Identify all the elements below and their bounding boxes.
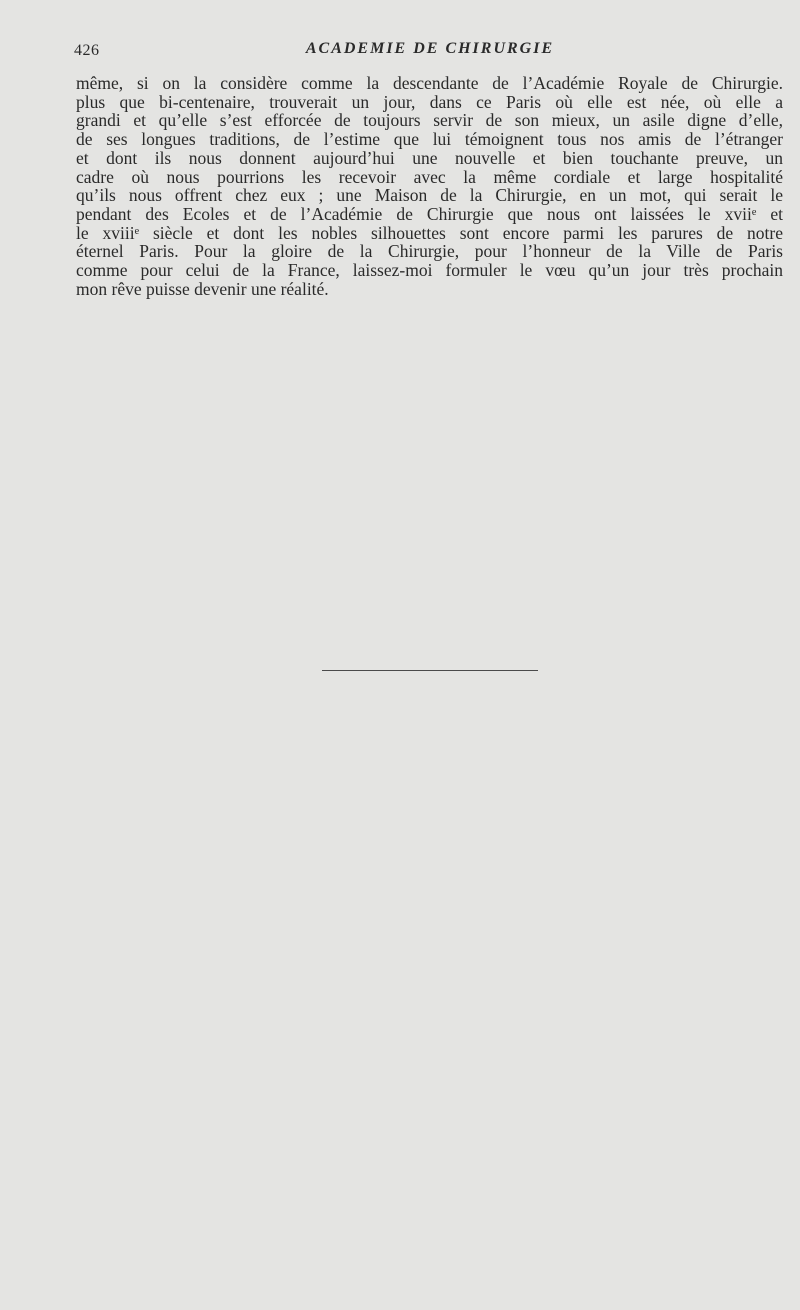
text-line: le xviiiᵉ siècle et dont les nobles silhouettes sont encore parmi les parures de notre [76, 222, 783, 243]
section-divider [322, 670, 538, 671]
text-line: plus que bi-centenaire, trouverait un jour, dans ce Paris où elle est née, où elle a [76, 91, 783, 112]
text-line: qu’ils nous offrent chez eux ; une Maison de la Chirurgie, en un mot, qui serait le [76, 185, 783, 206]
text-line: et dont ils nous donnent aujourd’hui une nouvelle et bien touchante preuve, un [76, 147, 783, 168]
text-line: éternel Paris. Pour la gloire de la Chirurgie, pour l’honneur de la Ville de Paris [76, 241, 783, 262]
text-line: de ses longues traditions, de l’estime que lui témoignent tous nos amis de l’étranger [76, 129, 783, 150]
text-line: comme pour celui de la France, laissez-moi formuler le vœu qu’un jour très prochain [76, 260, 783, 281]
text-line: cadre où nous pourrions les recevoir avec la même cordiale et large hospitalité [76, 166, 783, 187]
text-line: même, si on la considère comme la descendante de l’Académie Royale de Chirurgie. [76, 73, 783, 93]
page-number: 426 [74, 42, 100, 59]
text-line: mon rêve puisse devenir une réalité. [76, 278, 329, 299]
running-title: ACADEMIE DE CHIRURGIE [305, 40, 555, 57]
text-line: grandi et qu’elle s’est efforcée de toujours servir de son mieux, un asile digne d’elle, [76, 110, 783, 131]
text-line: pendant des Ecoles et de l’Académie de Chirurgie que nous ont laissées le xviiᵉ et [76, 203, 783, 224]
body-paragraph [76, 74, 783, 298]
